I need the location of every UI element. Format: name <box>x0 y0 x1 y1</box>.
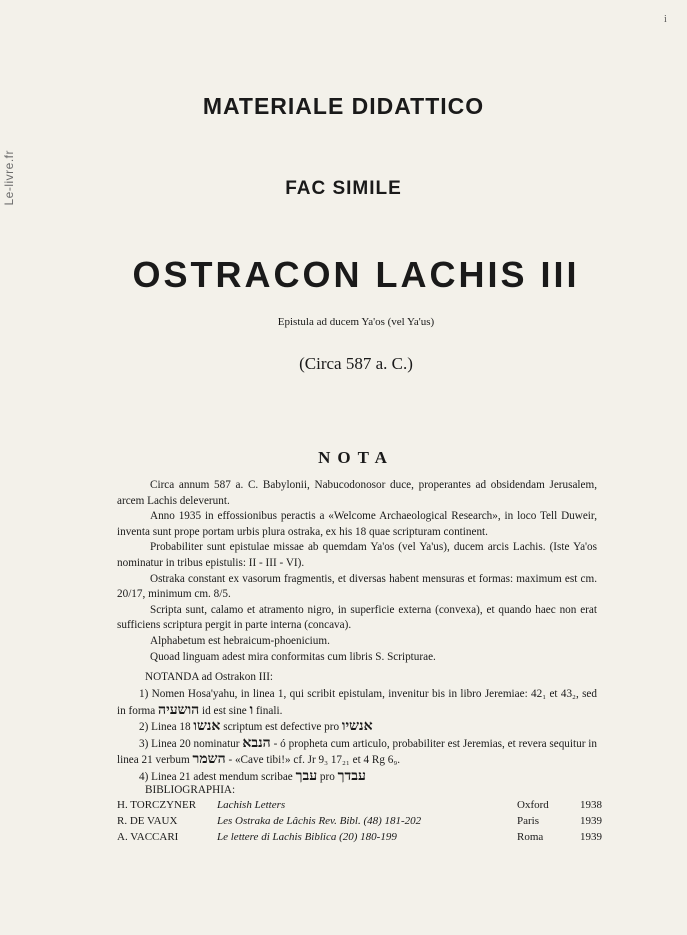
bibliography-table <box>117 799 602 847</box>
note-text: - «Cave tibi!» cf. Jr 9₃ 17₂₁ et 4 Rg 6₉. <box>228 754 401 766</box>
nota-paragraph: Alphabetum est hebraicum-phoenicium. <box>150 634 330 647</box>
bib-city: Roma <box>517 831 544 843</box>
hebrew-word: אנשיו <box>341 718 373 734</box>
table-row <box>117 831 602 847</box>
bib-work: Lachish Letters <box>217 799 286 811</box>
bib-year: 1939 <box>580 831 602 843</box>
note-text: 3) Linea 20 nominatur <box>139 737 240 750</box>
table-row <box>117 799 602 815</box>
bib-author: R. DE VAUX <box>117 815 178 827</box>
note-text: id est sine <box>202 704 247 717</box>
note-text: pro <box>319 770 335 783</box>
nota-heading: NOTA <box>318 448 394 467</box>
document-subtitle: Epistula ad ducem Ya'os (vel Ya'us) <box>277 316 435 328</box>
bib-work: Les Ostraka de Lâchis Rev. Bibl. (48) 181-202 <box>217 815 422 827</box>
notanda-item-2 <box>117 719 597 736</box>
note-text: 4) Linea 21 adest mendum scribae <box>139 770 293 783</box>
nota-paragraph: Quoad linguam adest mira conformitas cum libris S. Scripturae. <box>150 650 436 663</box>
watermark: Le-livre.fr <box>2 150 16 206</box>
nota-body <box>117 478 597 665</box>
bib-work: Le lettere di Lachis Biblica (20) 180-199 <box>217 831 397 843</box>
hebrew-word: אנשו <box>193 718 221 734</box>
notanda-item-1 <box>117 687 597 719</box>
corner-mark: i <box>664 14 667 25</box>
bib-year: 1938 <box>580 799 602 811</box>
document-title: OSTRACON LACHIS III <box>132 254 580 295</box>
bib-year: 1939 <box>580 815 602 827</box>
header-line-2: FAC SIMILE <box>285 178 402 199</box>
notanda-heading: NOTANDA ad Ostrakon III: <box>145 671 274 683</box>
note-text: scriptum est defective pro <box>223 721 340 733</box>
hebrew-word: הנבא <box>242 734 271 751</box>
nota-paragraph: Circa annum 587 a. C. Babylonii, Nabucodonosor duce, properantes ad obsidendam Jerusalem, arcem Lachis deleverunt. <box>117 479 597 507</box>
document-date: (Circa 587 a. C.) <box>299 354 413 373</box>
notanda-item-3 <box>117 736 597 769</box>
bib-author: A. VACCARI <box>117 831 179 843</box>
hebrew-letter: ו <box>249 701 254 718</box>
hebrew-word: השמר <box>192 751 226 767</box>
nota-paragraph: Anno 1935 in effossionibus peractis a «Welcome Archaeological Research», in loco Tell Duweir, inventa sunt prope portam urbis plura ostraka, ex his 18 quae scripturam continent. <box>117 510 597 538</box>
hebrew-word: הושעיה <box>158 701 200 718</box>
header-line-1: MATERIALE DIDATTICO <box>202 93 485 119</box>
notanda-item-4 <box>117 769 597 786</box>
nota-paragraph: Scripta sunt, calamo et atramento nigro, in superficie externa (convexa), et quando haec non erat sufficiens scriptura pergit in parte interna (concava). <box>117 603 597 632</box>
table-row <box>117 815 602 831</box>
bib-city: Paris <box>517 815 539 827</box>
note-text: finali. <box>255 704 283 717</box>
bibliography-heading: BIBLIOGRAPHIA: <box>145 784 236 796</box>
hebrew-word: עבדך <box>337 767 366 784</box>
nota-paragraph: Ostraka constant ex vasorum fragmentis, et diversas habent mensuras et formas: maximum est cm. 20/17, minimum cm. 8/5. <box>117 572 597 601</box>
note-text: - ó propheta cum articulo, probabiliter est Jeremias, et revera sequitur in linea 21 verbum <box>117 737 597 766</box>
notanda-list <box>117 687 597 785</box>
note-text: 1) Nomen Hosa'yahu, in linea 1, qui scribit epistulam, invenitur bis in libro Jeremiae: 42₁ et 43₂, sed in forma <box>117 688 597 717</box>
bib-author: H. TORCZYNER <box>117 799 197 811</box>
bib-city: Oxford <box>517 799 549 811</box>
note-text: 2) Linea 18 <box>139 721 191 733</box>
nota-paragraph: Probabiliter sunt epistulae missae ab quemdam Ya'os (vel Ya'us), ducem arcis Lachis. (Iste Ya'os nominatur in tribus epistulis: II - III - VI). <box>117 541 597 569</box>
hebrew-word: עבך <box>295 767 318 784</box>
